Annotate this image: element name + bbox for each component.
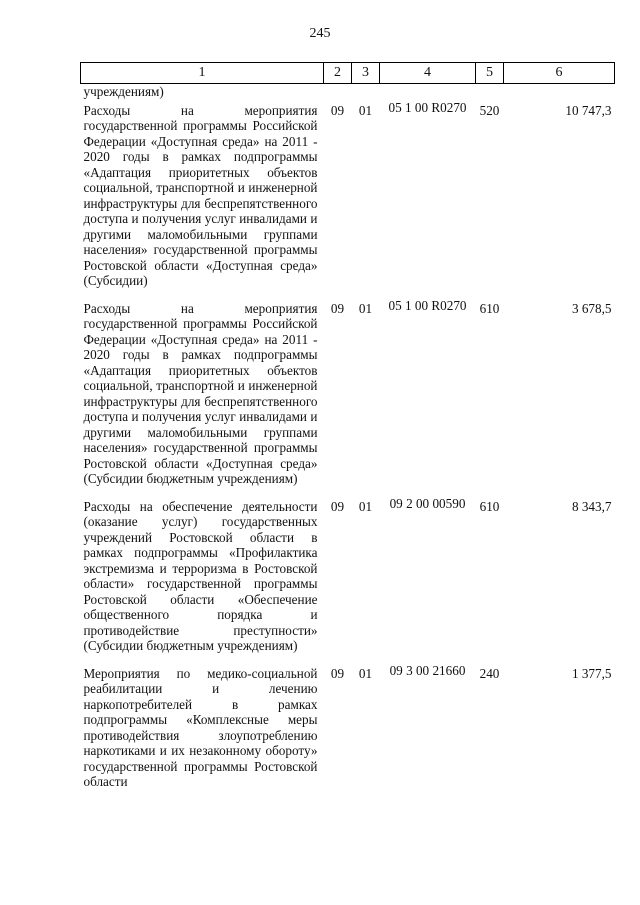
table-header-row [81,63,615,84]
row-description: Расходы на мероприятия государственной программы Российской Федерации «Доступная среда» на 2011 - 2020 годы в рамках подпрограммы «Адаптация приоритетных объектов социальной, транспортной и инженерной инфраструктуры для беспрепятственного доступа и получения услуг инвалидами и другими маломобильными группами населения» государственной программы Ростовской области «Доступная среда» (Субсидии) [83,102,318,288]
row-expense-type: 610 [479,498,500,514]
row-description: Мероприятия по медико-социальной реабилитации и лечению наркопотребителей в рамках подпрограммы «Комплексные меры противодействия злоупотреблению наркотиками и их незаконному обороту» государственной программы Ростовской области [83,665,318,789]
row-subsection: 01 [358,300,373,316]
column-header-5: 5 [476,63,504,84]
row-subsection: 01 [358,665,373,681]
row-amount: 10 747,3 [565,102,612,118]
row-description: Расходы на мероприятия государственной программы Российской Федерации «Доступная среда» на 2011 - 2020 годы в рамках подпрограммы «Адаптация приоритетных объектов социальной, транспортной и инженерной инфраструктуры для беспрепятственного доступа и получения услуг инвалидами и другими маломобильными группами населения» государственной программы Ростовской области «Доступная среда» (Субсидии бюджетным учреждениям) [83,300,318,486]
row-expense-type: 240 [479,665,500,681]
row-description: Расходы на обеспечение деятельности (оказание услуг) государственных учреждений Ростовской области в рамках подпрограммы «Профилактика экстремизма и терроризма в Ростовской области» государственной программы Ростовской области «Обеспечение общественного порядка и противодействие преступности» (Субсидии бюджетным учреждениям) [83,498,318,653]
budget-table [80,62,615,799]
table-row [81,100,615,298]
column-header-3: 3 [352,63,380,84]
page-number: 245 [309,26,331,41]
row-section: 09 [330,498,345,514]
table-row [81,298,615,496]
row-section: 09 [330,300,345,316]
row-amount: 1 377,5 [571,665,612,681]
row-section: 09 [330,665,345,681]
table-row-continuation [81,84,615,100]
row-subsection: 01 [358,498,373,514]
table-row [81,663,615,799]
row-amount: 3 678,5 [571,300,612,316]
row-target-code: 09 2 00 00590 [389,495,466,511]
row-amount: 8 343,7 [571,498,612,514]
row-target-code: 05 1 00 R0270 [388,99,467,115]
row-expense-type: 610 [479,300,500,316]
continuation-text: учреждениям) [83,84,164,99]
row-target-code: 09 3 00 21660 [389,662,466,678]
column-header-2: 2 [324,63,352,84]
column-header-6: 6 [504,63,615,84]
table-row [81,496,615,663]
column-header-1: 1 [81,63,324,84]
row-expense-type: 520 [479,102,500,118]
row-subsection: 01 [358,102,373,118]
column-header-4: 4 [380,63,476,84]
row-section: 09 [330,102,345,118]
row-target-code: 05 1 00 R0270 [388,297,467,313]
